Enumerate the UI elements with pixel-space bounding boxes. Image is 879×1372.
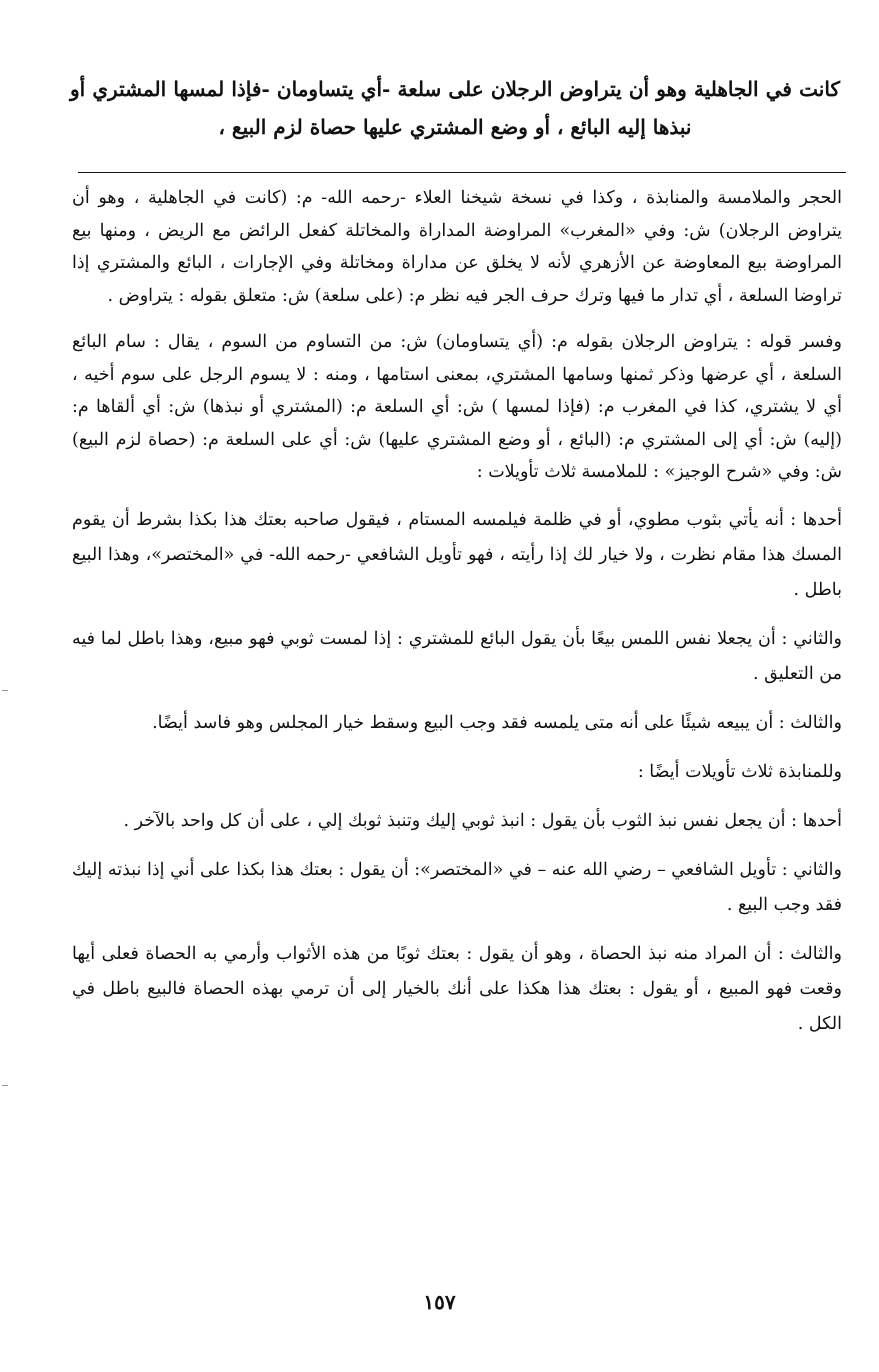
commentary-paragraph-2: وفسر قوله : يتراوض الرجلان بقوله م: (أي يتساومان) ش: من التساوم من السوم ، يقال : سام البائع السلعة ، أي عرضها وذكر ثمنها وسامها المشتري، بمعنى استامها ، ومنه : لا يسوم الرجل على سوم أخيه ، أي لا يشتري، كذا في المغرب م: (فإذا لمسها ) ش: أي السلعة م: (المشتري أو نبذها) ش: أي ألقاها م: (إليه) ش: أي إلى المشتري م: (البائع ، أو وضع المشتري عليها) ش: أي على السلعة م: (حصاة لزم البيع) ش: وفي «شرح الوجيز» : للملامسة ثلاث تأويلات :: [72, 332, 842, 482]
commentary-paragraph-8: والثاني : تأويل الشافعي – رضي الله عنه – في «المختصر»: أن يقول : بعتك هذا بكذا على أني إذا نبذته إليك فقد وجب البيع .: [72, 859, 842, 915]
commentary-paragraph-6: وللمنابذة ثلاث تأويلات أيضًا :: [637, 761, 842, 782]
main-text-block: كانت في الجاهلية وهو أن يتراوض الرجلان على سلعة -أي يتساومان -فإذا لمسها المشتري أو نبذها إليه البائع ، أو وضع المشتري عليها حصاة لزم البيع ،: [70, 77, 840, 139]
commentary-paragraph-5: والثالث : أن يبيعه شيئًا على أنه متى يلمسه فقد وجب البيع وسقط خيار المجلس وهو فاسد أيضًا.: [152, 712, 842, 733]
scan-speck: [2, 690, 8, 691]
commentary-section: [72, 182, 842, 1056]
commentary-paragraph-9: والثالث : أن المراد منه نبذ الحصاة ، وهو أن يقول : بعتك ثوبًا من هذه الأثواب وأرمي به الحصاة فعلى أيها وقعت فهو المبيع ، أو يقول : بعتك هذا هكذا على أنك بالخيار إلى أن ترمي بهذه الحصاة فالبيع باطل في الكل .: [72, 943, 842, 1034]
commentary-paragraph-3: أحدها : أنه يأتي بثوب مطوي، أو في ظلمة فيلمسه المستام ، فيقول صاحبه بعتك هذا بكذا بشرط أن يقوم المسك هذا مقام نظرت ، ولا خيار لك إذا رأيته ، فهو تأويل الشافعي -رحمه الله- في «المختصر»، وهذا البيع باطل .: [72, 509, 842, 600]
commentary-paragraph-4: والثاني : أن يجعلا نفس اللمس بيعًا بأن يقول البائع للمشتري : إذا لمست ثوبي فهو مبيع، وهذا باطل لما فيه من التعليق .: [72, 628, 842, 684]
page-number: ١٥٧: [423, 1290, 456, 1314]
commentary-paragraph-1: الحجر والملامسة والمنابذة ، وكذا في نسخة شيخنا العلاء -رحمه الله- م: (كانت في الجاهلية ، وهو أن يتراوض الرجلان) ش: وفي «المغرب» المراوضة المداراة والمخاتلة كفعل الرائض مع الريض ، ومنها بيع المراوضة بيع المعاوضة عن الأزهري لأنه لا يخلق عن مداراة ومخاتلة وفي الإجارات ، البائع والمشتري إذا تراوضا السلعة ، أي تدار ما فيها وترك حرف الجر فيه نظر م: (على سلعة) ش: متعلق بقوله : يتراوض .: [72, 188, 842, 306]
footnote-divider: [78, 172, 846, 173]
commentary-paragraph-7: أحدها : أن يجعل نفس نبذ الثوب بأن يقول : انبذ ثوبي إليك وتنبذ ثوبك إلي ، على أن كل واحد بالآخر .: [123, 810, 842, 831]
scan-speck: [2, 1085, 8, 1086]
